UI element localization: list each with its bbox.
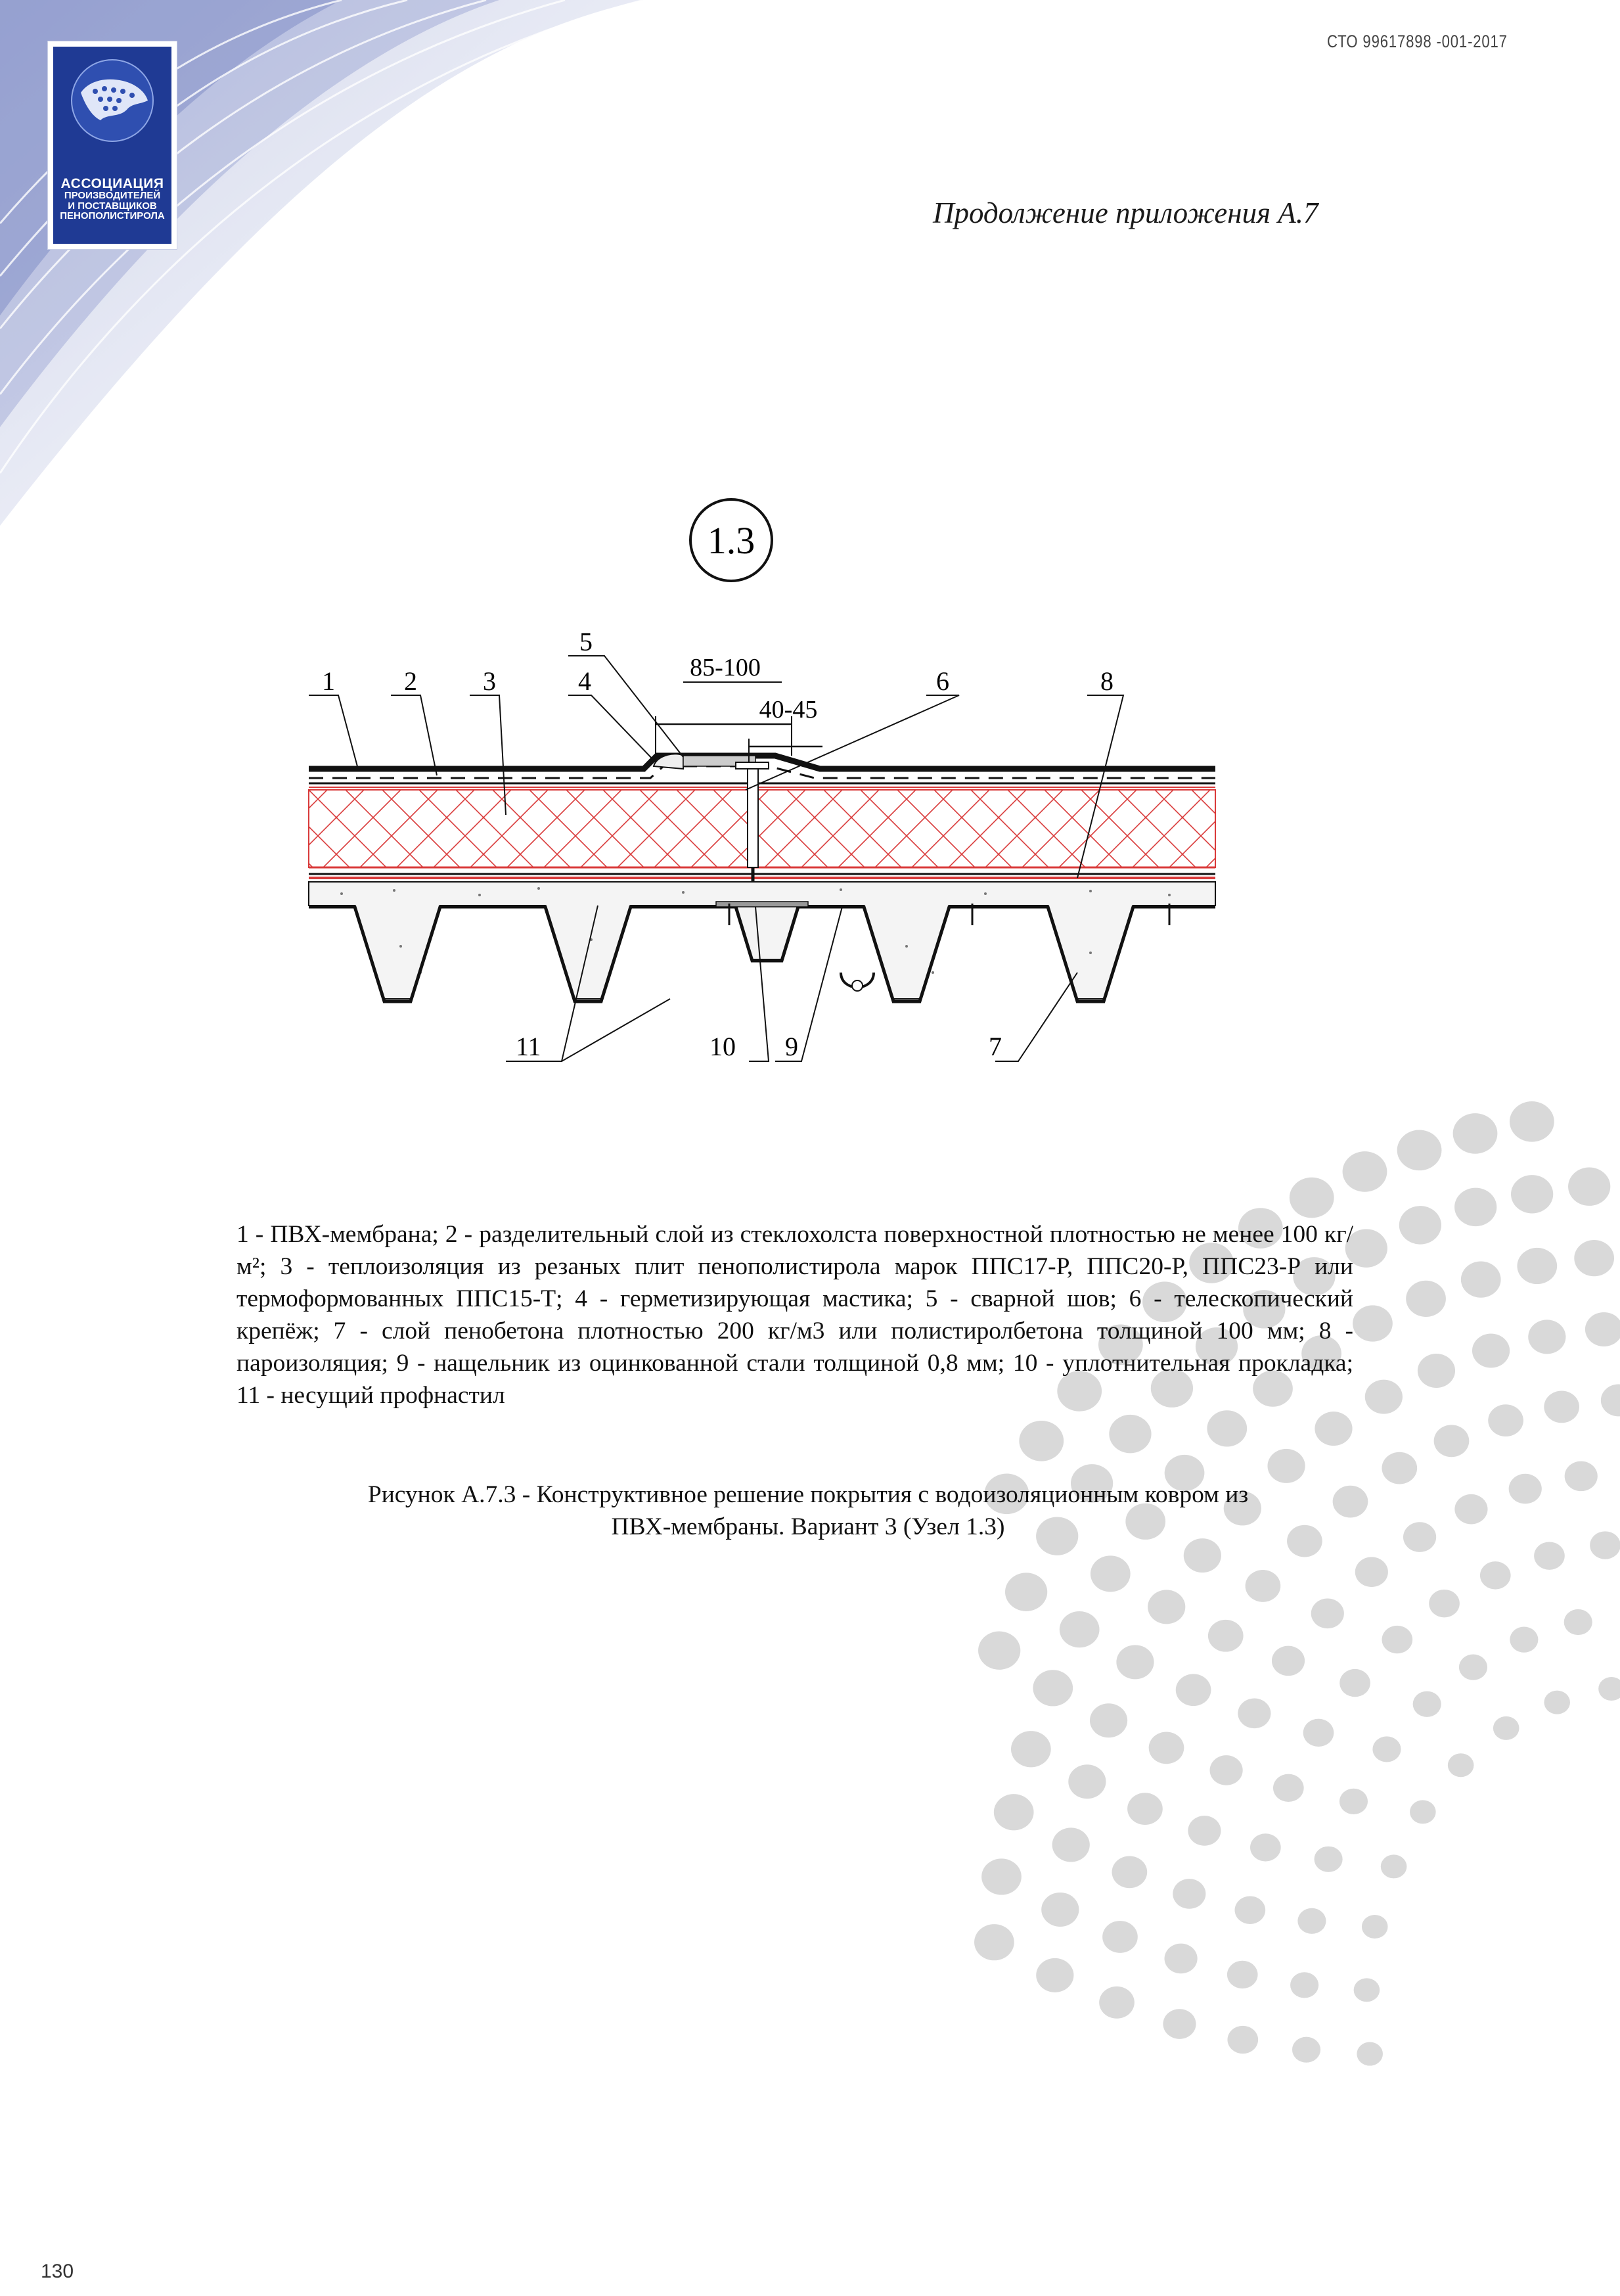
decorative-dot: [1362, 1915, 1388, 1939]
decorative-dot: [1176, 1674, 1211, 1706]
decorative-dot: [981, 1858, 1022, 1894]
node-label: 1.3: [707, 519, 755, 562]
decorative-dot: [1315, 1412, 1352, 1446]
decorative-dot: [1585, 1312, 1620, 1346]
logo-text: [56, 177, 169, 221]
decorative-dot: [1148, 1590, 1185, 1624]
decorative-dot: [1339, 1789, 1368, 1814]
decorative-dot: [1019, 1421, 1064, 1461]
decorative-dot: [1102, 1921, 1138, 1953]
decorative-dot: [1511, 1175, 1553, 1213]
decorative-dot: [1272, 1646, 1305, 1676]
decorative-dot: [1127, 1793, 1163, 1825]
callout-7: 7: [989, 1032, 1002, 1061]
decorative-dot: [1184, 1538, 1221, 1573]
callout-1: 1: [322, 666, 335, 696]
decorative-dot: [1099, 1986, 1135, 2019]
decorative-dot: [1011, 1731, 1051, 1767]
decorative-dot: [1565, 1461, 1598, 1492]
decorative-dot: [1454, 1188, 1496, 1226]
decorative-dot: [1227, 1961, 1258, 1988]
decorative-dot: [1339, 1669, 1370, 1697]
callout-5: 5: [579, 627, 593, 656]
decorative-dot: [1472, 1333, 1510, 1367]
association-logo: [47, 41, 177, 250]
decorative-dot: [1590, 1531, 1620, 1559]
decorative-dot: [1509, 1474, 1542, 1504]
decorative-dot: [1353, 1305, 1393, 1341]
decorative-dot: [1238, 1699, 1271, 1729]
decorative-dot: [1528, 1320, 1565, 1354]
caption-line-2: ПВХ-мембраны. Вариант 3 (Узел 1.3): [611, 1513, 1005, 1540]
decorative-dot: [1227, 2026, 1258, 2054]
decorative-dot: [1544, 1391, 1579, 1423]
decorative-dot: [1434, 1425, 1470, 1457]
decorative-dot: [1292, 2037, 1320, 2063]
figure-caption: [197, 1479, 1419, 1543]
decorative-dot: [1381, 1854, 1407, 1878]
decorative-dot: [1601, 1385, 1620, 1417]
decorative-dot: [1112, 1856, 1148, 1888]
callout-10: 10: [709, 1032, 736, 1061]
document-code: СТО 99617898 -001-2017: [1327, 32, 1508, 51]
decorative-dot: [1005, 1573, 1047, 1611]
callout-4: 4: [578, 666, 591, 696]
decorative-dot: [1564, 1609, 1592, 1635]
decorative-dot: [1173, 1879, 1205, 1909]
logo-line-4: ПЕНОПОЛИСТИРОЛА: [60, 210, 165, 221]
decorative-dot: [1510, 1627, 1538, 1653]
decorative-dot: [1165, 1944, 1198, 1974]
dimension-40-45: 40-45: [759, 696, 818, 723]
decorative-dot: [1109, 1415, 1151, 1453]
decorative-dot: [994, 1794, 1034, 1830]
callout-2: 2: [404, 666, 417, 696]
decorative-dot: [1303, 1719, 1334, 1747]
decorative-dot: [974, 1924, 1014, 1960]
decorative-dot: [1290, 1972, 1318, 1998]
callout-11: 11: [516, 1032, 541, 1061]
decorative-dot: [1454, 1494, 1487, 1525]
decorative-dot: [1149, 1732, 1184, 1764]
decorative-dot: [1413, 1691, 1441, 1717]
decorative-dot: [1188, 1816, 1221, 1846]
decorative-dot: [1493, 1716, 1519, 1740]
decorative-dot: [1410, 1800, 1436, 1824]
decorative-dot: [1208, 1620, 1244, 1652]
decorative-dot: [1033, 1670, 1073, 1706]
logo-line-2: ПРОИЗВОДИТЕЛЕЙ: [64, 190, 161, 202]
decorative-dot: [1343, 1151, 1387, 1192]
decorative-dot: [1488, 1404, 1523, 1436]
logo-line-3: И ПОСТАВЩИКОВ: [68, 200, 157, 212]
decorative-dot: [1090, 1703, 1127, 1737]
decorative-dot: [1207, 1410, 1247, 1446]
decorative-dot: [1406, 1281, 1446, 1317]
decorative-dot: [1036, 1958, 1073, 1992]
callout-8: 8: [1100, 666, 1114, 696]
decorative-dot: [978, 1632, 1020, 1670]
decorative-dot: [1355, 1557, 1388, 1587]
decorative-dot: [1544, 1691, 1570, 1714]
decorative-dot: [1372, 1736, 1401, 1762]
decorative-dot: [1510, 1101, 1554, 1142]
decorative-dot: [1354, 1978, 1380, 2002]
decorative-dot: [1052, 1827, 1090, 1862]
decorative-dot: [1480, 1561, 1511, 1589]
decorative-dot: [1068, 1764, 1106, 1799]
decorative-dot: [1461, 1262, 1501, 1298]
callout-9: 9: [785, 1032, 798, 1061]
page-number: 130: [41, 2261, 74, 2282]
decorative-dot: [1598, 1677, 1620, 1701]
decorative-dot: [1315, 1847, 1343, 1872]
decorative-dot: [1290, 1178, 1334, 1218]
decorative-dot: [1297, 1908, 1326, 1934]
decorative-dot: [1397, 1130, 1442, 1171]
decorative-dot: [1568, 1168, 1610, 1206]
decorative-dot: [1116, 1645, 1154, 1679]
decorative-dot: [1534, 1542, 1565, 1569]
decorative-dot: [1250, 1833, 1281, 1861]
decorative-dot: [1453, 1113, 1498, 1154]
globe-icon: [66, 57, 158, 144]
legend-text: 1 - ПВХ-мембрана; 2 - разделительный слой из стеклохолста поверхностной плотностью не менее 100 кг/м²; 3 - теплоизоляция из резаных плит пенополистирола марок ППС17-Р, ППС20-Р, ППС23-Р или термоформованных ППС15-Т; 4 - герметизирующая мастика; 5 - сварной шов; 6 - телескопический крепёж; 7 - слой пенобетона плотностью 200 кг/м3 или полистиролбетона толщиной 100 мм; 8 - пароизоляция; 9 - нащельник из оцинкованной стали толщиной 0,8 мм; 10 - уплотнительная прокладка; 11 - несущий профнастил: [236, 1221, 1353, 1409]
decorative-dot: [1235, 1896, 1266, 1924]
decorative-dot: [1365, 1380, 1403, 1414]
decorative-dot: [1357, 2042, 1383, 2066]
caption-line-1: Рисунок А.7.3 - Конструктивное решение покрытия с водоизоляционным ковром из: [367, 1481, 1249, 1508]
decorative-dot: [1418, 1354, 1455, 1388]
logo-line-1: АССОЦИАЦИЯ: [60, 176, 164, 191]
decorative-dot: [1210, 1755, 1243, 1785]
insulation-layer: [309, 790, 1215, 867]
decorative-dot: [1429, 1590, 1460, 1617]
decorative-dot: [1517, 1248, 1557, 1284]
decorative-dot: [1459, 1655, 1487, 1680]
decorative-dot: [1574, 1240, 1614, 1276]
callout-3: 3: [483, 666, 496, 696]
decorative-dot: [1091, 1555, 1131, 1592]
decorative-dot: [1448, 1753, 1474, 1777]
callout-6: 6: [936, 666, 949, 696]
section-title: Продолжение приложения А.7: [933, 196, 1318, 229]
decorative-dot: [1399, 1206, 1441, 1244]
decorative-dot: [1246, 1570, 1281, 1602]
roof-section-drawing: [263, 486, 1248, 1091]
decorative-dot: [1060, 1611, 1100, 1647]
dimension-85-100: 85-100: [690, 654, 761, 681]
decorative-dot: [1311, 1599, 1344, 1629]
decorative-dot: [1273, 1774, 1304, 1802]
decorative-dot: [1382, 1626, 1413, 1653]
decorative-dot: [1041, 1893, 1079, 1927]
decorative-dot: [1163, 2009, 1196, 2039]
